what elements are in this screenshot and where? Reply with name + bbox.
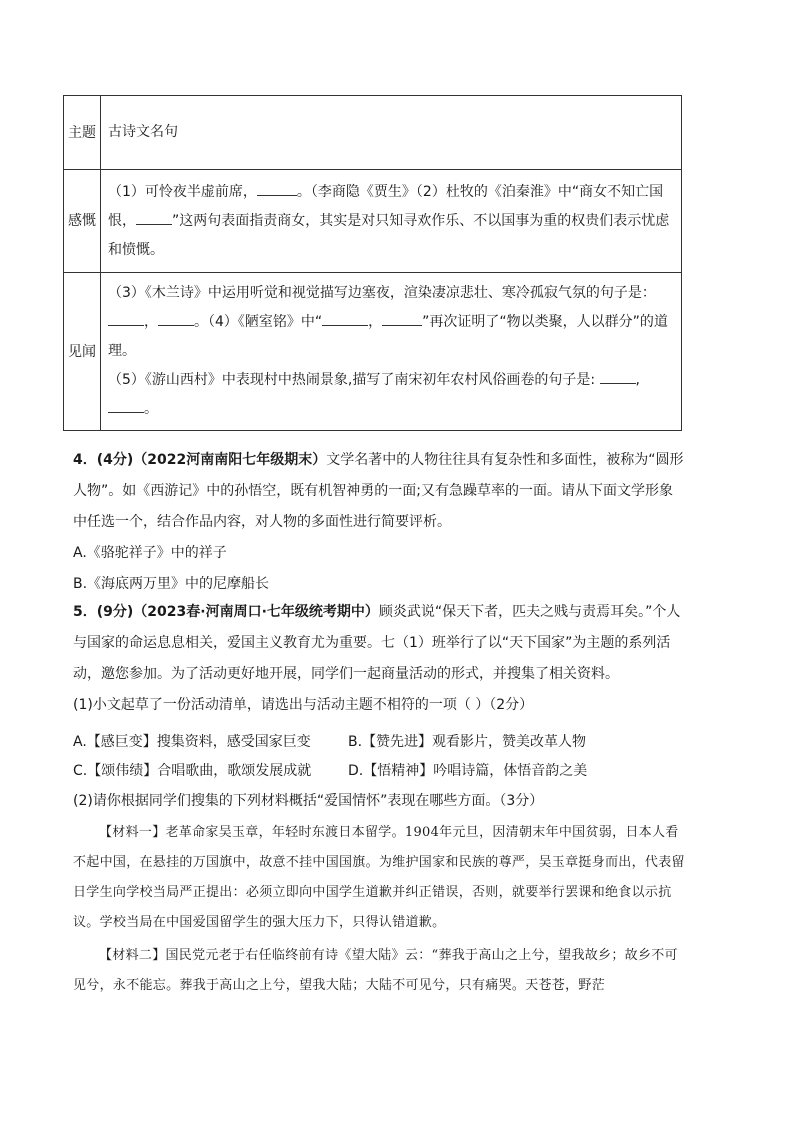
option-a: A.《骆驼祥子》中的祥子	[73, 545, 227, 561]
question-source: （2023春·河南周口·七年级统考期中）	[133, 604, 379, 620]
row-content-topic: 古诗文名句	[101, 96, 682, 170]
sub-question-1: (1)小文起草了一份活动清单，请选出与活动主题不相符的一项（ ）（2分）	[73, 697, 534, 713]
answer-blank[interactable]	[158, 311, 194, 326]
option-a: A.【感巨变】搜集资料，感受国家巨变	[73, 734, 311, 750]
table-row	[64, 96, 682, 170]
question-score: (4分)	[96, 452, 134, 468]
answer-blank[interactable]	[136, 210, 172, 225]
table-row	[64, 170, 682, 273]
question-number: 5．	[73, 604, 97, 620]
row-header-topic: 主题	[64, 96, 101, 170]
answer-blank[interactable]	[108, 311, 144, 326]
question-score: (9分)	[96, 604, 134, 620]
material-one: 【材料一】老革命家吴玉章，年轻时东渡日本留学。1904年元旦，因清朝末年中国贫弱，日本人看不起中国，在悬挂的万国旗中，故意不挂中国国旗。为维护国家和民族的尊严，吴玉章挺身而出，代表留日学生向学校当局严正提出：必须立即向中国学生道歉并纠正错误，否则，就要举行罢课和绝食以示抗议。学校当局在中国爱国留学生的强大压力下，只得认错道歉。	[73, 825, 685, 930]
table-row	[64, 273, 682, 431]
row-header-feeling: 感慨	[64, 170, 101, 273]
answer-blank[interactable]	[600, 369, 636, 384]
question-4	[73, 445, 685, 600]
question-number: 4．	[73, 452, 97, 468]
question-source: （2022河南南阳七年级期末）	[133, 452, 327, 468]
option-c: C.【颂伟绩】合唱歌曲，歌颂发展成就	[73, 763, 312, 779]
row-content-observation: （3）《木兰诗》中运用听觉和视觉描写边塞夜，渲染凄凉悲壮、寒冷孤寂气氛的句子是： ， 。（4）《陋室铭》中“ ， ”再次证明了“物以类聚，人以群分”的道理。 （5）《游山西村》中表现村中热闹景象,描写了南宋初年农村风俗画卷的句子是: ,。	[101, 273, 682, 431]
answer-blank[interactable]	[382, 311, 422, 326]
option-d: D.【悟精神】吟唱诗篇，体悟音韵之美	[348, 763, 588, 779]
row-content-feeling: （1）可怜夜半虚前席， 。（李商隐《贾生》（2）杜牧的《泊秦淮》中“商女不知亡国恨， ”这两句表面指责商女，其实是对只知寻欢作乐、不以国事为重的权贵们表示忧虑和愤慨。	[101, 170, 682, 273]
question-stem: 文学名著中的人物往往具有复杂性和多面性，被称为“圆形人物”。如《西游记》中的孙悟空，既有机智神勇的一面;又有急躁草率的一面。请从下面文学形象中任选一个，结合作品内容，对人物的多面性进行简要评析。	[73, 452, 684, 530]
option-b: B.《海底两万里》中的尼摩船长	[73, 576, 270, 592]
question-5	[73, 597, 685, 721]
question-stem: 顾炎武说“保天下者，匹夫之贱与责焉耳矣。”个人与国家的命运息息相关，爱国主义教育尤为重要。七（1）班举行了以“天下国家”为主题的系列活动，邀您参加。为了活动更好地开展，同学们一起商量活动的形式，并搜集了相关资料。	[73, 604, 681, 682]
topic-table	[63, 95, 682, 431]
material-two: 【材料二】国民党元老于右任临终前有诗《望大陆》云：“葬我于高山之上兮，望我故乡；故乡不可见兮，永不能忘。葬我于高山之上兮，望我大陆；大陆不可见兮，只有痛哭。天苍苍，野茫	[73, 948, 678, 993]
answer-blank[interactable]	[257, 181, 297, 196]
option-b: B.【赞先进】观看影片，赞美改革人物	[348, 734, 587, 750]
sub-question-2: (2)请你根据同学们搜集的下列材料概括“爱国情怀”表现在哪些方面。（3分）	[73, 793, 544, 809]
answer-blank[interactable]	[108, 398, 144, 413]
answer-blank[interactable]	[322, 311, 368, 326]
row-header-observation: 见闻	[64, 273, 101, 431]
